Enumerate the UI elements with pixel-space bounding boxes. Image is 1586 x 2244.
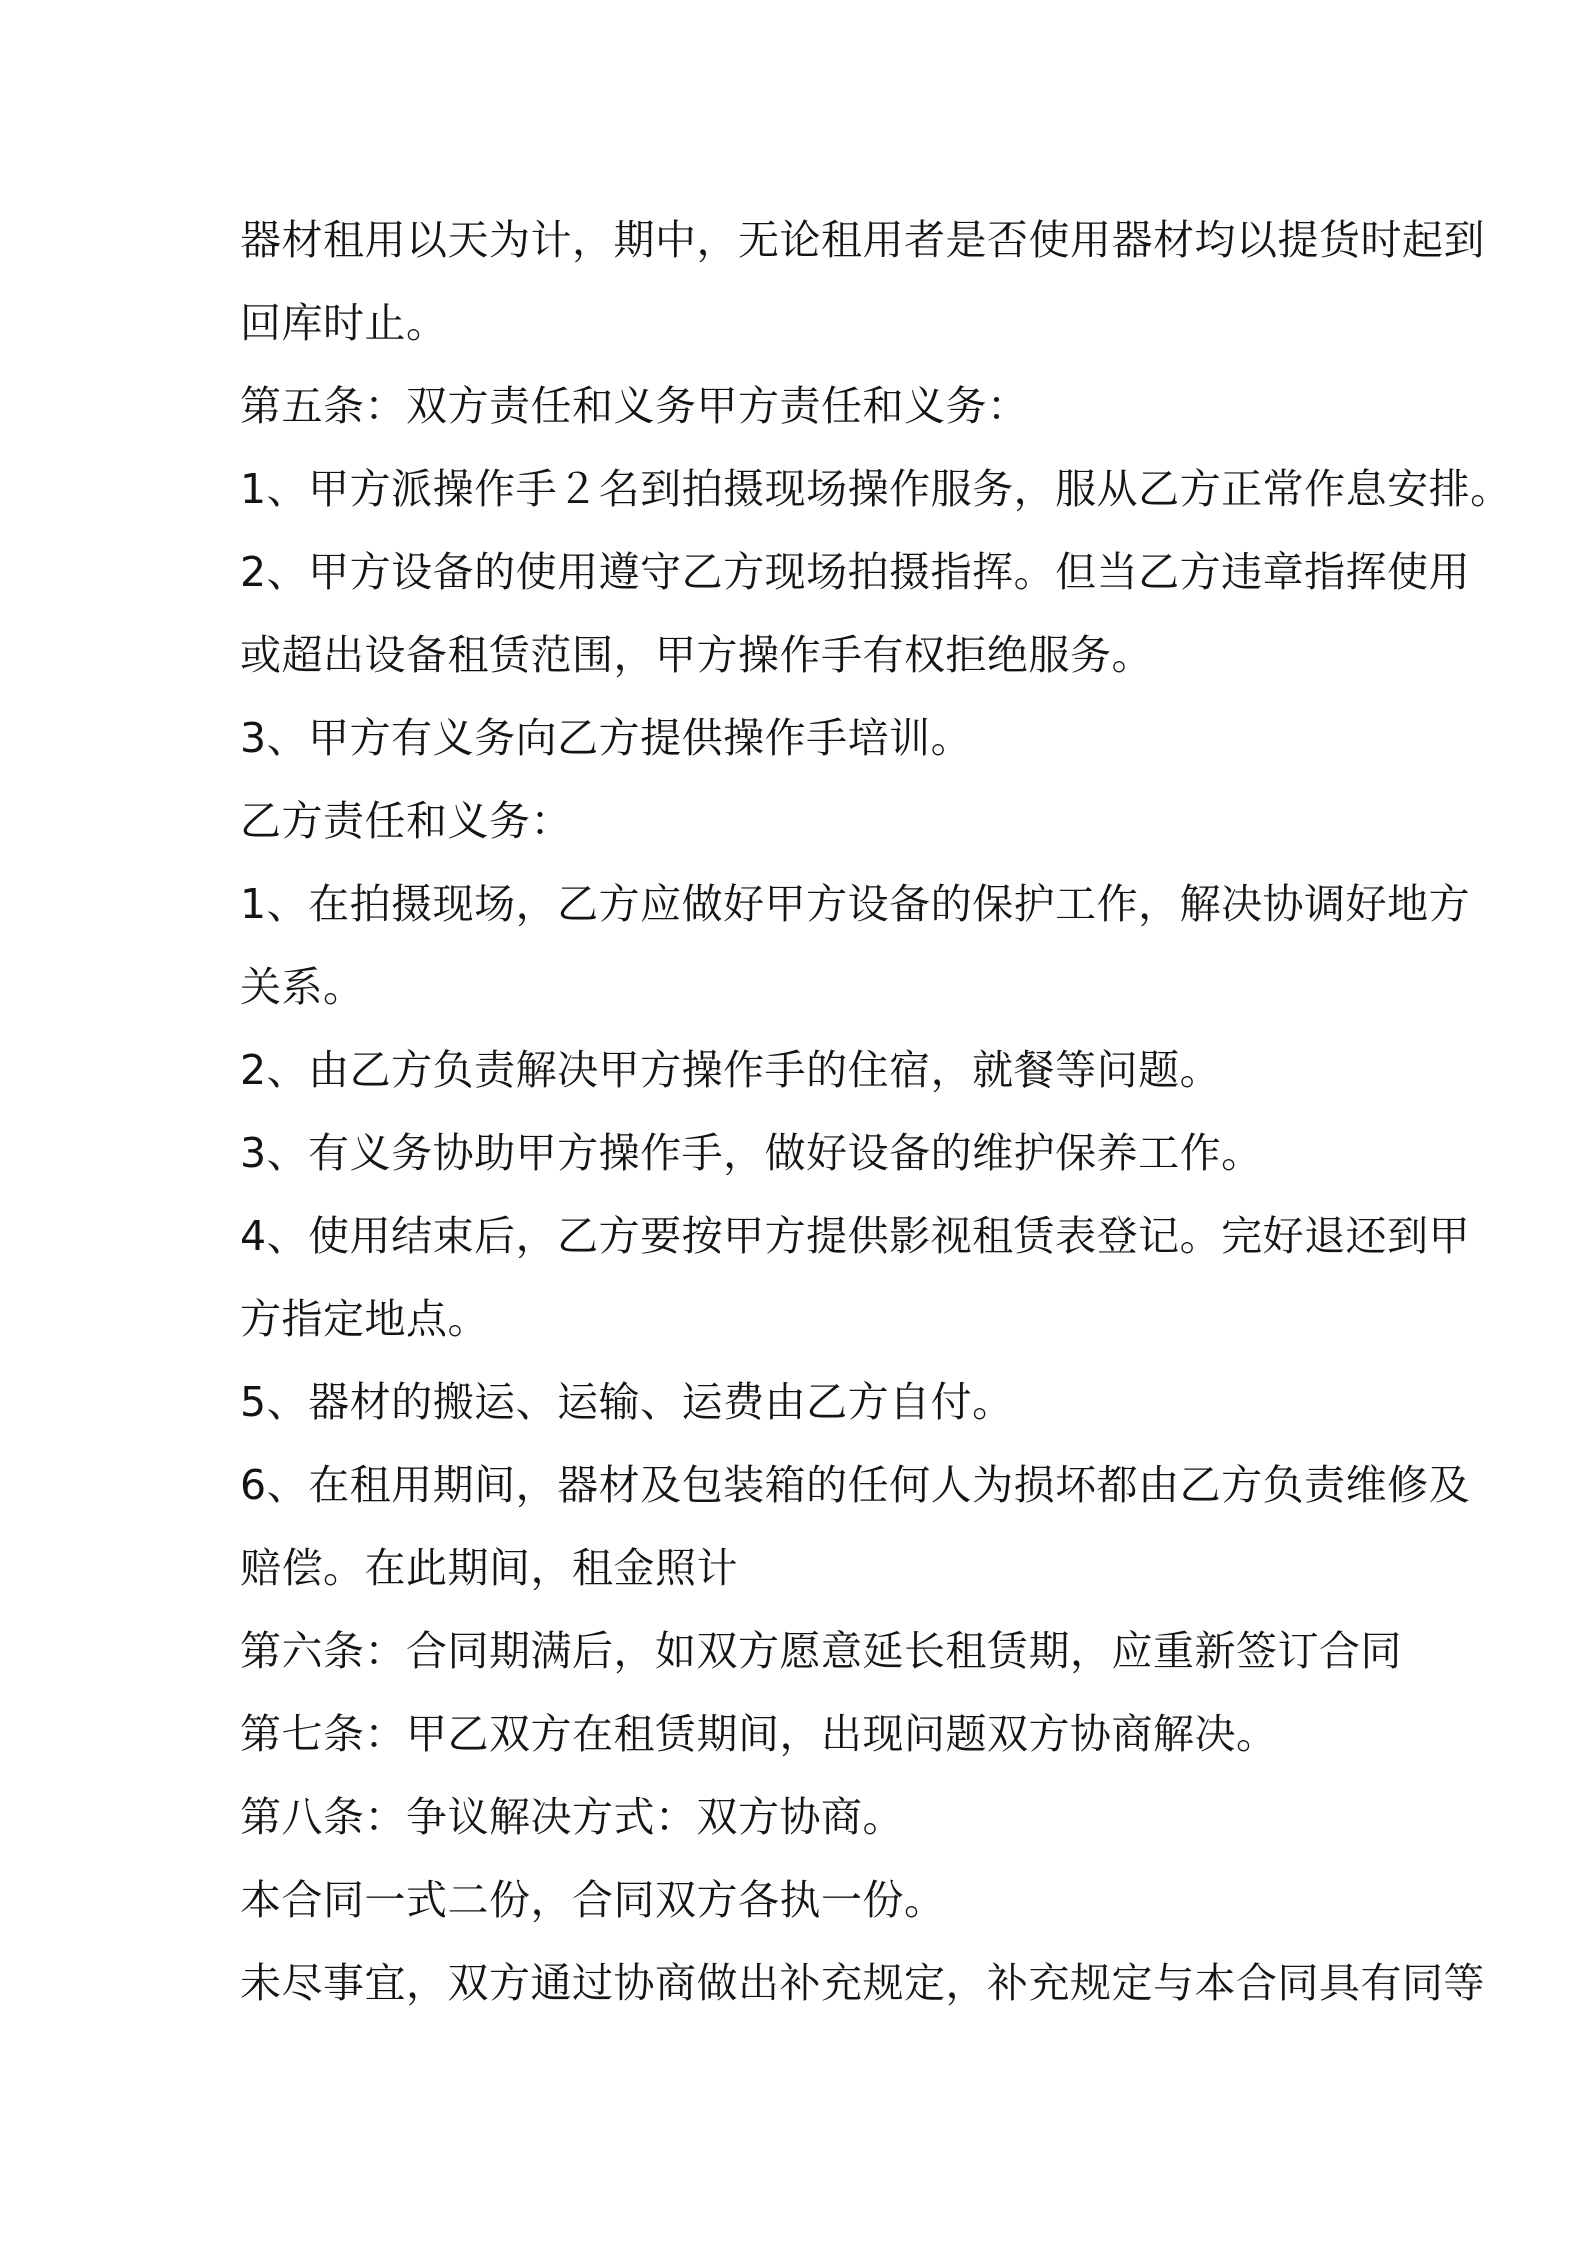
text-line: 或超出设备租赁范围，甲方操作手有权拒绝服务。 [240,631,1153,679]
text-line: 本合同一式二份，合同双方各执一份。 [240,1876,946,1924]
text-line: 3、有义务协助甲方操作手，做好设备的维护保养工作。 [240,1129,1263,1177]
text-line: 2、由乙方负责解决甲方操作手的住宿，就餐等问题。 [240,1046,1222,1094]
text-line: 未尽事宜，双方通过协商做出补充规定，补充规定与本合同具有同等 [240,1959,1485,2007]
text-line: 3、甲方有义务向乙方提供操作手培训。 [240,714,973,762]
text-line: 方指定地点。 [240,1295,489,1343]
text-line: 6、在租用期间，器材及包装箱的任何人为损坏都由乙方负责维修及 [240,1461,1471,1509]
text-line: 1、在拍摄现场，乙方应做好甲方设备的保护工作，解决协调好地方 [240,880,1471,928]
section-heading: 乙方责任和义务： [240,797,572,845]
text-line: 5、器材的搬运、运输、运费由乙方自付。 [240,1378,1014,1426]
text-line: 关系。 [240,963,365,1011]
article-heading: 第五条：双方责任和义务甲方责任和义务： [240,382,1029,430]
text-line: 4、使用结束后，乙方要按甲方提供影视租赁表登记。完好退还到甲 [240,1212,1471,1260]
text-line: 2、甲方设备的使用遵守乙方现场拍摄指挥。但当乙方违章指挥使用 [240,548,1471,596]
text-line: 赔偿。在此期间，租金照计 [240,1544,738,1592]
article-heading: 第八条：争议解决方式：双方协商。 [240,1793,904,1841]
text-line: 器材租用以天为计，期中，无论租用者是否使用器材均以提货时起到 [240,216,1485,264]
text-line: 1、甲方派操作手２名到拍摄现场操作服务，服从乙方正常作息安排。 [240,465,1512,513]
text-line: 回库时止。 [240,299,448,347]
contract-text-body [240,199,1512,2025]
article-heading: 第六条：合同期满后，如双方愿意延长租赁期，应重新签订合同 [240,1627,1402,1675]
article-heading: 第七条：甲乙双方在租赁期间，出现问题双方协商解决。 [240,1710,1278,1758]
